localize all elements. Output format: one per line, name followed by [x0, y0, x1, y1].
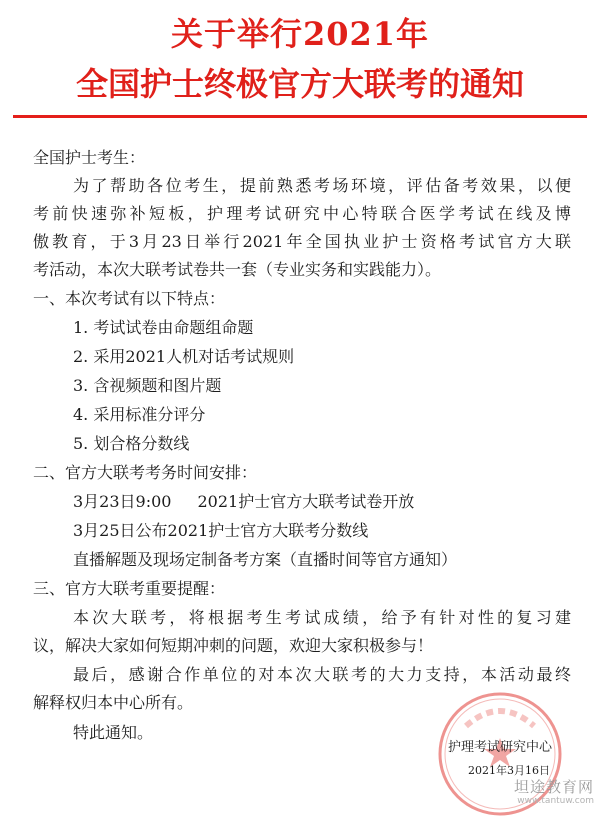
feature-item-1: 1. 考试试卷由命题组命题 — [73, 318, 254, 337]
feature-item-5: 5. 划合格分数线 — [73, 434, 190, 453]
intro-line-3: 傲教育，于3月23日举行2021年全国执业护士资格考试官方大联 — [33, 232, 571, 251]
site-watermark — [514, 778, 594, 806]
watermark-text: 坦途教育网 — [513, 778, 594, 796]
closing-remark: 特此通知。 — [73, 723, 154, 742]
feature-item-2: 2. 采用2021人机对话考试规则 — [73, 347, 295, 366]
schedule-row-1-text: 2021护士官方大联考试卷开放 — [197, 492, 415, 511]
watermark-url: www.tantuw.com — [517, 796, 594, 806]
thanks-line-2: 解释权归本中心所有。 — [33, 693, 194, 712]
schedule-row-1-date: 3月23日9:00 — [73, 492, 172, 511]
section3-heading: 三、官方大联考重要提醒： — [33, 579, 226, 598]
section2-heading: 二、官方大联考考务时间安排： — [33, 463, 258, 482]
notice-title-line2: 全国护士终极官方大联考的通知 — [75, 65, 524, 103]
intro-line-1: 为了帮助各位考生，提前熟悉考场环境，评估备考效果，以便 — [73, 176, 571, 195]
feature-item-3: 3. 含视频题和图片题 — [73, 376, 222, 395]
signature-date: 2021年3月16日 — [468, 764, 550, 777]
reminder-line-1: 本次大联考，将根据考生考试成绩，给予有针对性的复习建 — [73, 608, 571, 627]
schedule-row-3: 直播解题及现场定制备考方案（直播时间等官方通知） — [73, 550, 458, 569]
schedule-row-1 — [73, 491, 414, 513]
intro-line-4: 考活动，本次大联考试卷共一套（专业实务和实践能力）。 — [33, 260, 442, 279]
notice-title-line1: 关于举行2021年 — [170, 15, 430, 53]
reminder-line-2: 议，解决大家如何短期冲刺的问题，欢迎大家积极参与！ — [33, 636, 434, 655]
header-red-rule — [13, 115, 587, 118]
signature-organization: 护理考试研究中心 — [448, 740, 553, 755]
feature-item-4: 4. 采用标准分评分 — [73, 405, 206, 424]
thanks-line-1: 最后，感谢合作单位的对本次大联考的大力支持，本活动最终 — [73, 665, 571, 684]
salutation: 全国护士考生： — [33, 148, 146, 167]
intro-line-2: 考前快速弥补短板，护理考试研究中心特联合医学考试在线及博 — [33, 204, 571, 223]
schedule-row-2: 3月25日公布2021护士官方大联考分数线 — [73, 521, 369, 540]
section1-heading: 一、本次考试有以下特点： — [33, 289, 226, 308]
